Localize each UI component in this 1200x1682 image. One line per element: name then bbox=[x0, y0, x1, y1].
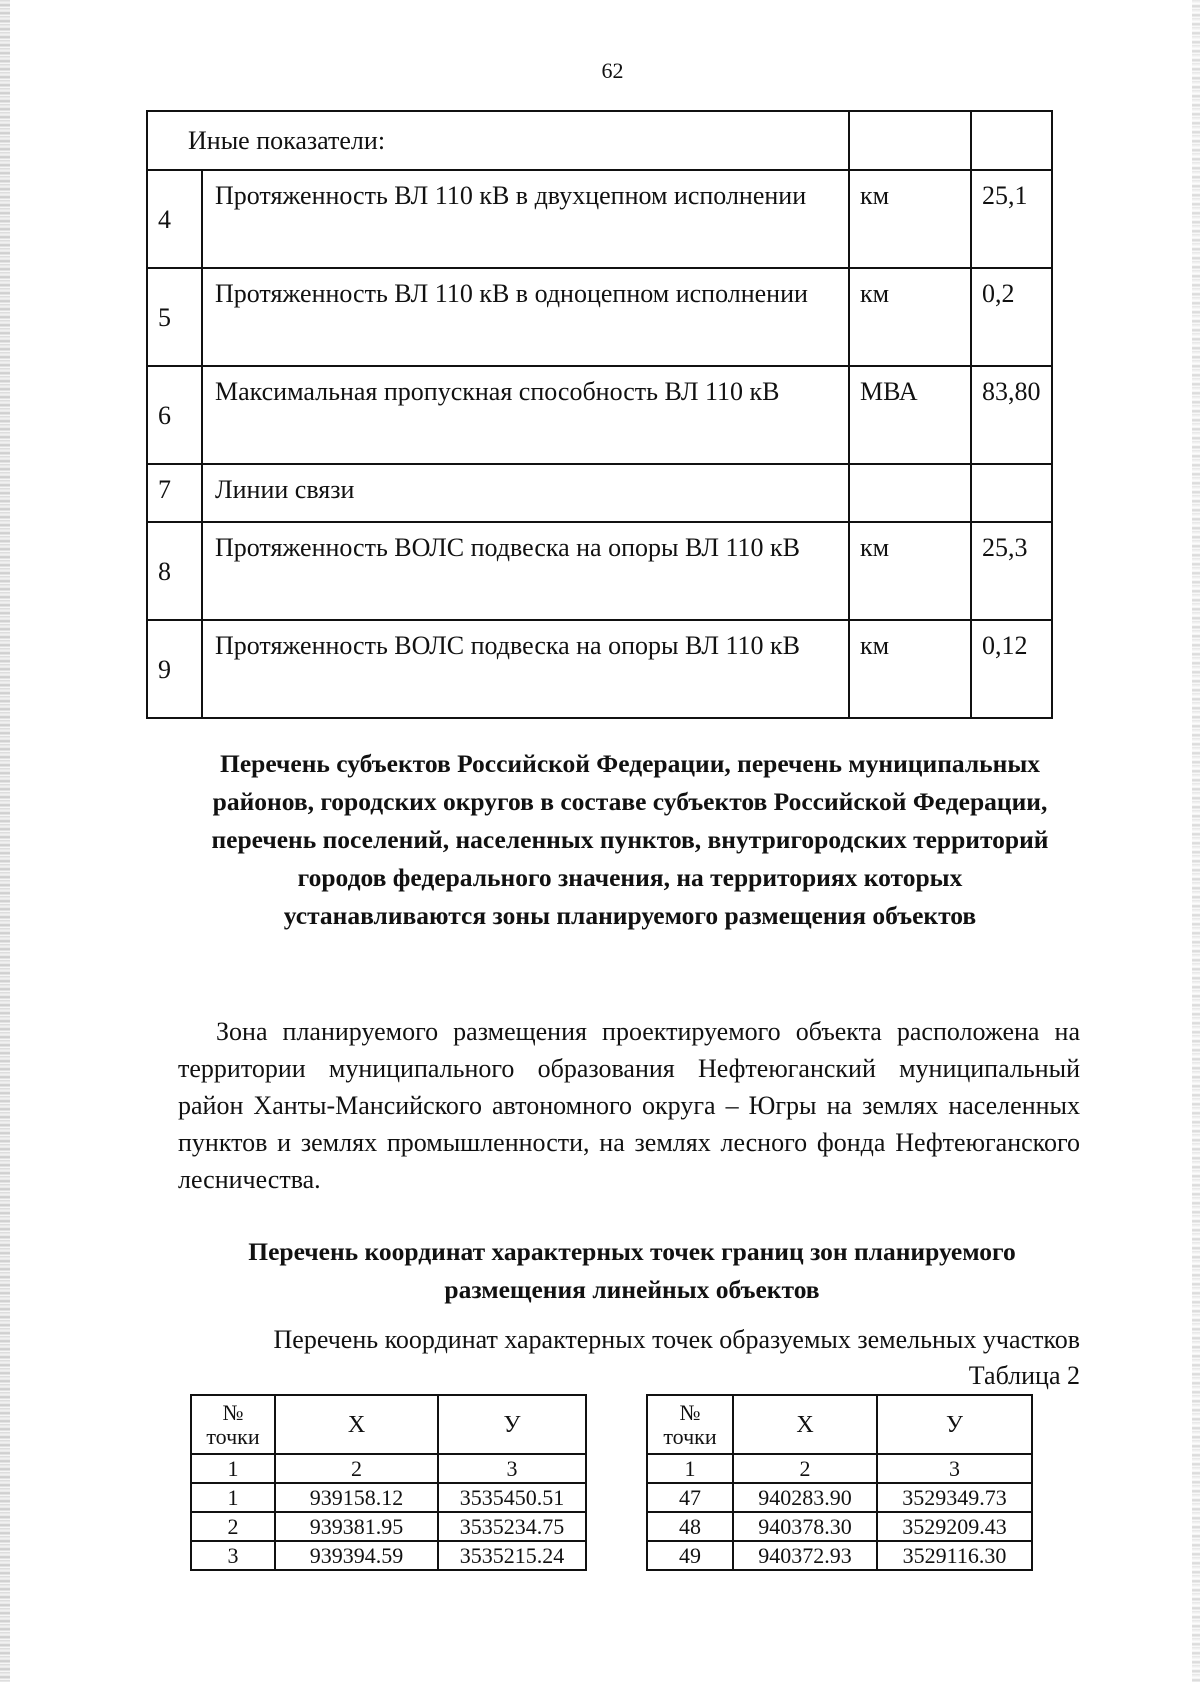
section-label: Иные показатели: bbox=[147, 111, 849, 170]
row-unit: МВА bbox=[849, 366, 971, 464]
table-header-row bbox=[191, 1395, 586, 1454]
table-row bbox=[147, 522, 1052, 620]
y-value: 3535234.75 bbox=[438, 1512, 586, 1541]
col-x-header: Х bbox=[733, 1395, 877, 1454]
table-row bbox=[647, 1512, 1032, 1541]
row-number: 5 bbox=[147, 268, 202, 366]
table-index-row bbox=[647, 1454, 1032, 1483]
index-cell: 1 bbox=[191, 1454, 275, 1483]
table-row bbox=[147, 268, 1052, 366]
index-cell: 2 bbox=[733, 1454, 877, 1483]
y-value: 3529116.30 bbox=[877, 1541, 1032, 1570]
table-row bbox=[147, 620, 1052, 718]
col-point-sign: № bbox=[679, 1399, 701, 1425]
scan-edge-left bbox=[0, 0, 10, 1682]
row-name: Протяженность ВЛ 110 кВ в одноцепном исполнении bbox=[202, 268, 849, 366]
row-unit bbox=[849, 464, 971, 522]
coordinates-table-right bbox=[646, 1394, 1033, 1571]
row-value: 0,2 bbox=[971, 268, 1052, 366]
row-value: 83,80 bbox=[971, 366, 1052, 464]
col-point-header bbox=[191, 1395, 275, 1454]
row-name: Протяженность ВЛ 110 кВ в двухцепном исполнении bbox=[202, 170, 849, 268]
col-point-sign: № bbox=[222, 1399, 244, 1425]
row-name: Линии связи bbox=[202, 464, 849, 522]
coordinates-table-left bbox=[190, 1394, 587, 1571]
col-point-header bbox=[647, 1395, 733, 1454]
table-header-row bbox=[647, 1395, 1032, 1454]
index-cell: 3 bbox=[877, 1454, 1032, 1483]
col-y-header: У bbox=[877, 1395, 1032, 1454]
indicators-table bbox=[146, 110, 1053, 719]
row-unit: км bbox=[849, 522, 971, 620]
col-x-header: Х bbox=[275, 1395, 438, 1454]
scan-edge-right bbox=[1192, 0, 1200, 1682]
cell-value bbox=[971, 111, 1052, 170]
row-value: 25,3 bbox=[971, 522, 1052, 620]
index-cell: 2 bbox=[275, 1454, 438, 1483]
table-subtitle: Перечень координат характерных точек образуемых земельных участков bbox=[273, 1325, 1080, 1354]
cell-unit bbox=[849, 111, 971, 170]
point-number: 3 bbox=[191, 1541, 275, 1570]
row-value: 0,12 bbox=[971, 620, 1052, 718]
table-row bbox=[647, 1541, 1032, 1570]
paragraph-text: Зона планируемого размещения проектируемого объекта расположена на территории муниципального образования Нефтеюганский муниципальный район Ханты-Мансийского автономного округа – Югры на землях населенных пунктов и землях промышленности, на землях лесного фонда Нефтеюганского лесничества. bbox=[178, 1017, 1080, 1194]
point-number: 47 bbox=[647, 1483, 733, 1512]
table-row-section bbox=[147, 111, 1052, 170]
row-unit: км bbox=[849, 170, 971, 268]
table-row bbox=[647, 1483, 1032, 1512]
row-number: 7 bbox=[147, 464, 202, 522]
y-value: 3535215.24 bbox=[438, 1541, 586, 1570]
table-row bbox=[191, 1541, 586, 1570]
section-heading-subjects: Перечень субъектов Российской Федерации, перечень муниципальных районов, городских округов в составе субъектов Российской Федерации, перечень поселений, населенных пунктов, внутригородских территорий городов федерального значения, на территориях которых устанавливаются зоны планируемого размещения объектов bbox=[211, 749, 1049, 930]
row-value bbox=[971, 464, 1052, 522]
row-unit: км bbox=[849, 268, 971, 366]
x-value: 939394.59 bbox=[275, 1541, 438, 1570]
index-cell: 3 bbox=[438, 1454, 586, 1483]
row-number: 9 bbox=[147, 620, 202, 718]
col-y-header: У bbox=[438, 1395, 586, 1454]
row-unit: км bbox=[849, 620, 971, 718]
col-point-label: точки bbox=[206, 1423, 260, 1449]
row-name: Протяженность ВОЛС подвеска на опоры ВЛ 110 кВ bbox=[202, 522, 849, 620]
section-heading-coordinates: Перечень координат характерных точек границ зон планируемого размещения линейных объектов bbox=[248, 1237, 1016, 1304]
zone-description-paragraph bbox=[178, 1013, 1080, 1198]
row-number: 4 bbox=[147, 170, 202, 268]
table-row bbox=[147, 170, 1052, 268]
index-cell: 1 bbox=[647, 1454, 733, 1483]
table-row bbox=[191, 1483, 586, 1512]
row-name: Максимальная пропускная способность ВЛ 110 кВ bbox=[202, 366, 849, 464]
y-value: 3535450.51 bbox=[438, 1483, 586, 1512]
row-number: 8 bbox=[147, 522, 202, 620]
point-number: 49 bbox=[647, 1541, 733, 1570]
y-value: 3529209.43 bbox=[877, 1512, 1032, 1541]
table-label: Таблица 2 bbox=[968, 1361, 1080, 1390]
table-row bbox=[147, 366, 1052, 464]
table-index-row bbox=[191, 1454, 586, 1483]
x-value: 940372.93 bbox=[733, 1541, 877, 1570]
point-number: 48 bbox=[647, 1512, 733, 1541]
row-value: 25,1 bbox=[971, 170, 1052, 268]
row-number: 6 bbox=[147, 366, 202, 464]
x-value: 940283.90 bbox=[733, 1483, 877, 1512]
point-number: 1 bbox=[191, 1483, 275, 1512]
table-row bbox=[147, 464, 1052, 522]
table-row bbox=[191, 1512, 586, 1541]
y-value: 3529349.73 bbox=[877, 1483, 1032, 1512]
page-number: 62 bbox=[601, 58, 624, 83]
x-value: 939381.95 bbox=[275, 1512, 438, 1541]
x-value: 940378.30 bbox=[733, 1512, 877, 1541]
x-value: 939158.12 bbox=[275, 1483, 438, 1512]
col-point-label: точки bbox=[663, 1423, 717, 1449]
row-name: Протяженность ВОЛС подвеска на опоры ВЛ 110 кВ bbox=[202, 620, 849, 718]
table-caption bbox=[178, 1322, 1080, 1394]
point-number: 2 bbox=[191, 1512, 275, 1541]
